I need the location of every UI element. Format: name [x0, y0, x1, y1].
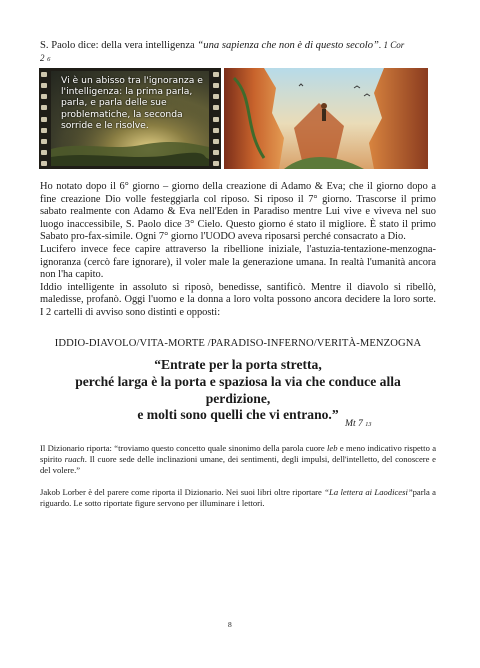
lorber-lead: Jakob Lorber è del parere come riporta il Dizionario. Nei suoi libri oltre riportare	[40, 487, 325, 497]
intro-ref-sup: 6	[47, 56, 51, 63]
intro-ref-line2: 2	[40, 53, 45, 63]
intro-quote: “una sapienza che non è di questo secolo”	[197, 40, 379, 51]
opposites-line: IDDIO-DIAVOLO/VITA-MORTE /PARADISO-INFERNO/VERITÀ-MENZOGNA	[54, 338, 422, 349]
quote-ref-sup: 13	[365, 421, 372, 428]
lorber-book-title: “La lettera ai Laodicesi”	[324, 487, 413, 497]
word-ruach: ruach	[64, 453, 85, 464]
film-perforations-right	[213, 72, 219, 166]
intro-paragraph	[40, 39, 436, 66]
canyon-illustration	[224, 68, 428, 169]
film-perforations-left	[41, 72, 47, 166]
quote-reference	[345, 418, 371, 429]
dizionario-lead: Il Dizionario riporta: “troviamo questo concetto quale sinonimo della parola cuore	[40, 443, 328, 453]
paragraph-lucifero: Lucifero invece fece capire attraverso la ribellione iniziale, l'astuzia-tentazione-menzogna-ignoranza (cercò fare ignorare), il voler male la generazione umana. In realtà l'umanità ancora non l'ha capito.	[40, 243, 436, 281]
paragraph-iddio: Iddio intelligente in assoluto si riposò, benedisse, santificò. Mentre il diavolo si ribellò, maledisse, profanò. Oggi l'uomo e la donna a loro volta possono ancora decidere la loro sorte. I 2 cartelli di avviso sono distinti e opposti:	[40, 281, 436, 318]
dizionario-mid: e meno indicativo rispetto a spirito	[40, 443, 437, 464]
word-leb: leb	[327, 443, 338, 453]
film-caption: Vi è un abisso tra l'ignoranza e l'intelligenza: la prima parla, parla, e parla delle sue problematiche, la seconda sorride e le risolve.	[61, 75, 203, 131]
gospel-quote	[40, 357, 436, 424]
image-strip	[39, 68, 428, 169]
quote-line-3: perdizione,	[205, 390, 271, 406]
dizionario-paragraph	[40, 443, 436, 476]
quote-line-4: e molti sono quelli che vi entrano.”	[137, 407, 339, 423]
page-number: 8	[228, 620, 232, 629]
film-frame	[51, 71, 209, 166]
body-text	[40, 181, 436, 320]
filmstrip-image	[39, 68, 221, 169]
quote-line-1: “Entrate per la porta stretta,	[154, 357, 322, 372]
fantasy-canyon-image	[224, 68, 428, 169]
quote-ref-text: Mt 7	[345, 418, 363, 429]
dizionario-tail: . Il cuore sede delle inclinazioni umane, dei sentimenti, degli impulsi, dell'intelletto, del conoscere e del volere.”	[40, 453, 436, 475]
intro-lead: S. Paolo dice: della vera intelligenza	[40, 40, 198, 51]
quote-line-2: perché larga è la porta e spaziosa la via che conduce alla	[75, 373, 401, 389]
intro-ref: . 1 Cor	[378, 40, 405, 50]
lorber-paragraph	[40, 487, 436, 509]
paragraph-sabato: Ho notato dopo il 6° giorno – giorno della creazione di Adamo & Eva; che il giorno dopo a fine creazione Dio volle festeggiarla col riposo. Si riposo il 7° giorno. Trascorse il primo sabato realmente con Adamo & Eva nell'Eden in Paradiso mentre Lui vive e viveva nel suo luogo inaccessibile, S. Paolo dice 3° Cielo. Questo giorno é stato il migliore. È stato il primo Sabato pro-fax-simile. Ogni 7° giorno l'UODO aveva riposarsi perché consacrato a Dio.	[40, 181, 436, 243]
lorber-tail: parla a riguardo. Le sotto riportate figure servono per illuminare i lettori.	[40, 487, 436, 508]
